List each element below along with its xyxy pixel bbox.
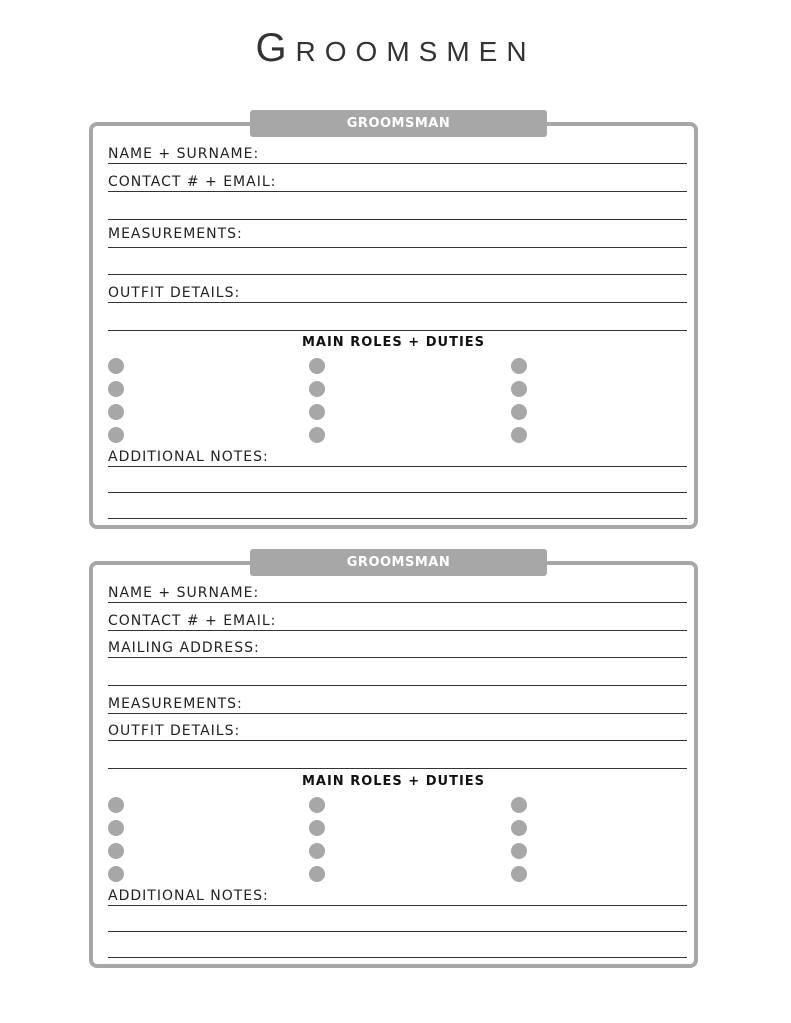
notes-line[interactable] bbox=[108, 905, 687, 906]
notes-label: ADDITIONAL NOTES: bbox=[108, 888, 269, 904]
name-label: NAME + SURNAME: bbox=[108, 146, 260, 162]
role-bullet bbox=[511, 797, 527, 813]
role-bullet bbox=[511, 427, 527, 443]
name-line[interactable] bbox=[108, 163, 687, 164]
role-bullet bbox=[108, 381, 124, 397]
contact-line[interactable] bbox=[108, 630, 687, 631]
role-bullet bbox=[309, 843, 325, 859]
card-tab: GROOMSMAN bbox=[250, 110, 547, 137]
card-tab: GROOMSMAN bbox=[250, 549, 547, 576]
roles-heading: MAIN ROLES + DUTIES bbox=[301, 774, 486, 789]
outfit-line-2[interactable] bbox=[108, 330, 687, 331]
role-bullet bbox=[108, 427, 124, 443]
role-bullet bbox=[511, 843, 527, 859]
role-bullet bbox=[511, 358, 527, 374]
role-bullet bbox=[309, 404, 325, 420]
measurements-line-2[interactable] bbox=[108, 274, 687, 275]
outfit-line[interactable] bbox=[108, 740, 687, 741]
mailing-line-2[interactable] bbox=[108, 685, 687, 686]
role-bullet bbox=[309, 381, 325, 397]
page-title: Groomsmen bbox=[255, 26, 536, 70]
role-bullet bbox=[108, 866, 124, 882]
notes-line-3[interactable] bbox=[108, 518, 687, 519]
role-bullet bbox=[108, 358, 124, 374]
outfit-label: OUTFIT DETAILS: bbox=[108, 723, 241, 739]
mailing-line[interactable] bbox=[108, 657, 687, 658]
measurements-line[interactable] bbox=[108, 247, 687, 248]
outfit-line[interactable] bbox=[108, 302, 687, 303]
notes-line-2[interactable] bbox=[108, 931, 687, 932]
contact-label: CONTACT # + EMAIL: bbox=[108, 613, 277, 629]
name-label: NAME + SURNAME: bbox=[108, 585, 260, 601]
role-bullet bbox=[511, 404, 527, 420]
role-bullet bbox=[511, 381, 527, 397]
role-bullet bbox=[511, 820, 527, 836]
role-bullet bbox=[309, 797, 325, 813]
groomsman-card-1 bbox=[89, 116, 698, 529]
role-bullet bbox=[108, 843, 124, 859]
notes-line[interactable] bbox=[108, 466, 687, 467]
measurements-label: MEASUREMENTS: bbox=[108, 696, 243, 712]
contact-label: CONTACT # + EMAIL: bbox=[108, 174, 277, 190]
role-bullet bbox=[309, 358, 325, 374]
roles-heading: MAIN ROLES + DUTIES bbox=[301, 335, 486, 350]
notes-label: ADDITIONAL NOTES: bbox=[108, 449, 269, 465]
role-bullet bbox=[108, 820, 124, 836]
outfit-label: OUTFIT DETAILS: bbox=[108, 285, 241, 301]
role-bullet bbox=[511, 866, 527, 882]
groomsman-card-2 bbox=[89, 555, 698, 968]
mailing-label: MAILING ADDRESS: bbox=[108, 640, 260, 656]
notes-line-2[interactable] bbox=[108, 492, 687, 493]
name-line[interactable] bbox=[108, 602, 687, 603]
notes-line-3[interactable] bbox=[108, 957, 687, 958]
role-bullet bbox=[108, 797, 124, 813]
role-bullet bbox=[309, 820, 325, 836]
measurements-label: MEASUREMENTS: bbox=[108, 226, 243, 242]
role-bullet bbox=[309, 866, 325, 882]
role-bullet bbox=[309, 427, 325, 443]
measurements-line[interactable] bbox=[108, 713, 687, 714]
role-bullet bbox=[108, 404, 124, 420]
outfit-line-2[interactable] bbox=[108, 768, 687, 769]
extra-line[interactable] bbox=[108, 219, 687, 220]
contact-line[interactable] bbox=[108, 191, 687, 192]
